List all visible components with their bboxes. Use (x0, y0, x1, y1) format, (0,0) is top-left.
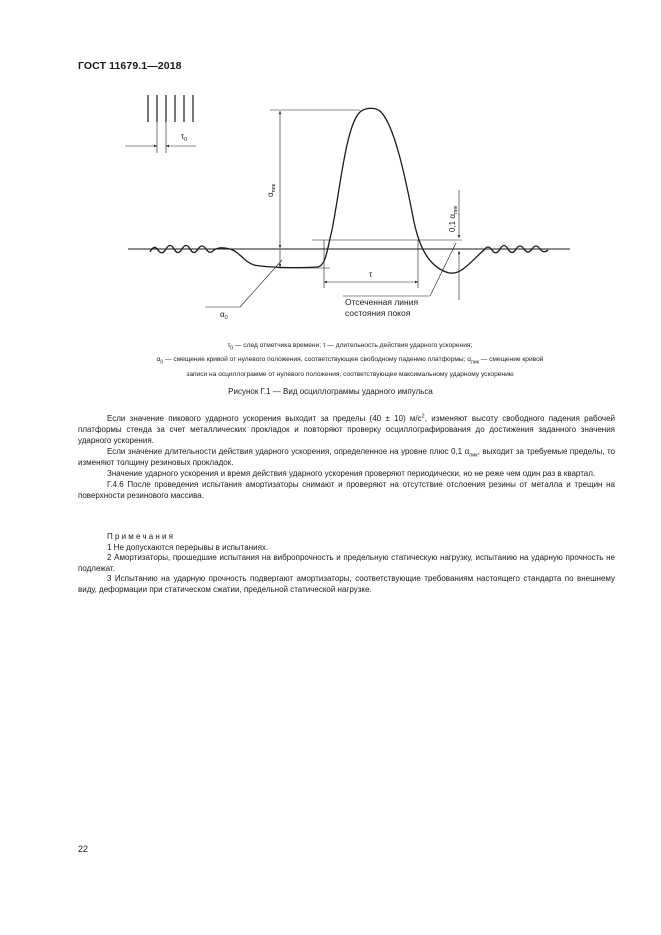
notes-title: Примечания (107, 532, 176, 541)
tau-label: τ (369, 270, 373, 279)
cutoff-leader (430, 243, 456, 296)
paragraph-periodic: Значение ударного ускорения и время действия ударного ускорения проверяют периодически, но не реже чем один раз в квартал. (107, 469, 596, 478)
apk-label: $\alpha_{пик}$ (266, 183, 277, 197)
note-2: 2 Амортизаторы, прошедшие испытания на вибропрочность и предельную статическую нагрузку, испытанию на ударную прочность не подлежат. (78, 553, 615, 573)
oscillogram-figure (0, 0, 661, 330)
notes-block (78, 532, 615, 596)
a0-label: $\alpha_0$ (220, 310, 228, 321)
oscillogram-curve (150, 108, 548, 273)
time-marker-lines (148, 95, 193, 122)
tau0-label: $\tau_0$ (181, 132, 188, 143)
cutoff-label-line2: состояния покоя (345, 308, 411, 318)
legend-line-1: $\tau_0$ — след отметчика времени; τ — длительность действия ударного ускорения; (227, 342, 473, 352)
paragraph-peak: Если значение пикового ударного ускорения выходит за пределы (40 ± 10) $м/с^2$, изменяют высоту свободного падения рабочей платформы стенда за счет металлических прокладок и повторяют проверку осциллографирования до достижения заданного значения ударного ускорения. (78, 413, 615, 445)
note-3: 3 Испытанию на ударную прочность подвергают амортизаторы, соответствующие требованиям настоящего стандарта по внешнему виду, деформации при статическом сжатии, предельной статической нагрузке. (78, 574, 615, 594)
body-text (78, 413, 615, 501)
paragraph-g46: Г.4.6 После проведения испытания амортизаторы снимают и проверяют на отсутствие отслоения резины от металла и трещин на поверхности резинового массива. (78, 480, 615, 500)
legend-line-3: записи на осциллограмме от нулевого положения, соответствующее максимальному ударному ускорению (186, 370, 514, 378)
page-number: 22 (78, 844, 89, 854)
figure-caption: Рисунок Г.1 — Вид осциллограммы ударного импульса (228, 387, 433, 396)
paragraph-duration: Если значение длительности действия ударного ускорения, определенное на уровне плюс 0,1 $\alpha_{пик}$, выходит за требуемые пределы, то изменяют толщину резиновых прокладок. (78, 447, 615, 467)
document-header: ГОСТ 11679.1—2018 (78, 60, 182, 72)
note-1: 1 Не допускаются перерывы в испытаниях. (107, 542, 269, 552)
a0-leader (240, 260, 282, 307)
legend-line-2: $\alpha_0$ — смещение кривой от нулевого положения, соответствующее свободному падению платформы; $\alpha_{пик}$ — смещение кривой (156, 356, 544, 366)
figure-legend (70, 340, 630, 380)
tenth-apk-label: 0,1 $\alpha_{пик}$ (448, 205, 459, 232)
cutoff-label-line1: Отсеченная линия (345, 297, 419, 307)
